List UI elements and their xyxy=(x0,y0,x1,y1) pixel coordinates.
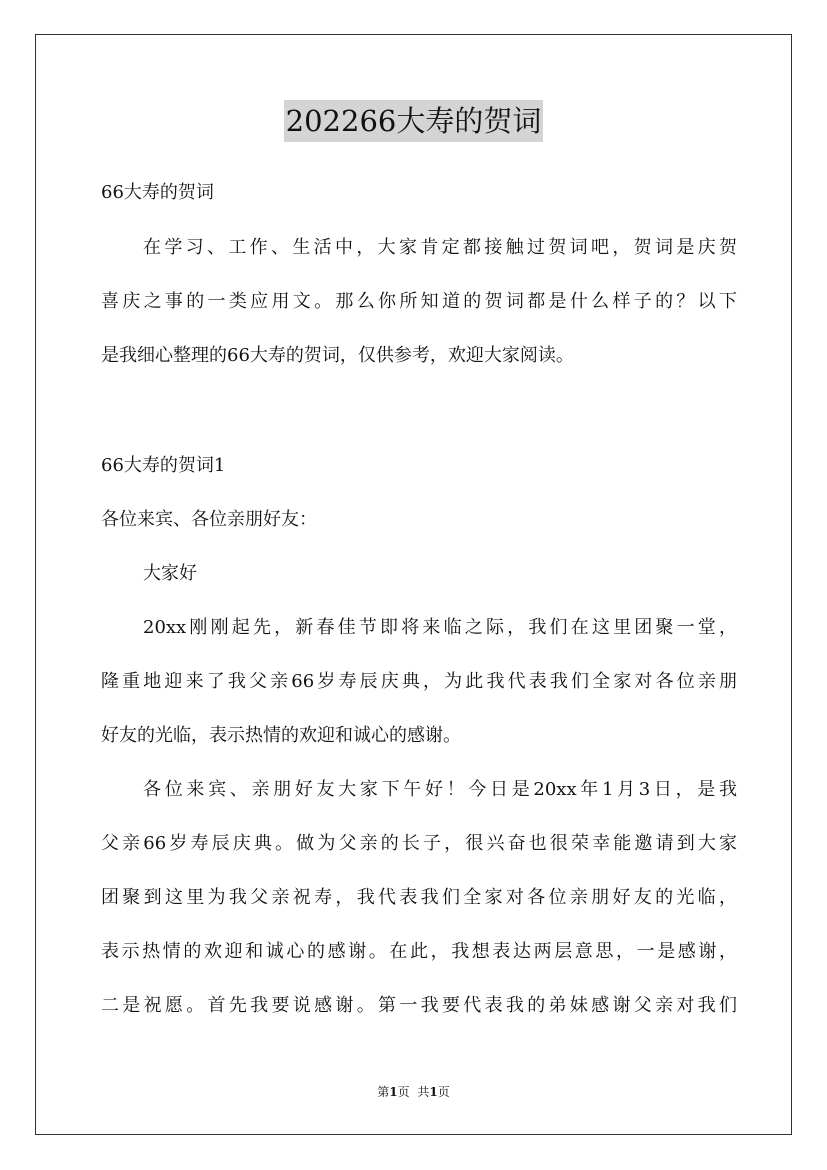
paragraph-line: 父亲66岁寿辰庆典。做为父亲的长子，很兴奋也很荣幸能邀请到大家 xyxy=(101,833,737,854)
footer-total-prefix: 共 xyxy=(417,1085,430,1099)
section-heading: 66大寿的贺词1 xyxy=(101,455,226,476)
paragraph-line: 二是祝愿。首先我要说感谢。第一我要代表我的弟妹感谢父亲对我们 xyxy=(101,995,737,1016)
paragraph-line: 是我细心整理的66大寿的贺词，仅供参考，欢迎大家阅读。 xyxy=(101,345,574,366)
greeting-line: 大家好 xyxy=(143,563,197,584)
footer-page-unit: 页 xyxy=(397,1085,410,1099)
footer-page-number: 1 xyxy=(389,1085,398,1099)
paragraph-line: 各位来宾、亲朋好友大家下午好！今日是20xx年1月3日，是我 xyxy=(143,779,737,800)
paragraph-line: 团聚到这里为我父亲祝寿，我代表我们全家对各位亲朋好友的光临， xyxy=(101,887,737,908)
document-title xyxy=(0,100,827,142)
salutation-line: 各位来宾、各位亲朋好友： xyxy=(101,509,317,530)
paragraph-line: 在学习、工作、生活中，大家肯定都接触过贺词吧，贺词是庆贺 xyxy=(143,237,737,258)
paragraph-line: 20xx刚刚起先，新春佳节即将来临之际，我们在这里团聚一堂， xyxy=(143,617,737,638)
footer-total-number: 1 xyxy=(429,1085,438,1099)
paragraph-line: 隆重地迎来了我父亲66岁寿辰庆典，为此我代表我们全家对各位亲朋 xyxy=(101,671,737,692)
footer-total-unit: 页 xyxy=(437,1085,450,1099)
document-title-text: 202266大寿的贺词 xyxy=(284,100,544,142)
paragraph-line: 喜庆之事的一类应用文。那么你所知道的贺词都是什么样子的？以下 xyxy=(101,291,737,312)
subtitle-line: 66大寿的贺词 xyxy=(101,182,214,203)
paragraph-line: 表示热情的欢迎和诚心的感谢。在此，我想表达两层意思，一是感谢， xyxy=(101,941,737,962)
footer-page-prefix: 第 xyxy=(377,1085,390,1099)
page-footer xyxy=(0,1083,827,1101)
paragraph-line: 好友的光临，表示热情的欢迎和诚心的感谢。 xyxy=(101,725,461,746)
